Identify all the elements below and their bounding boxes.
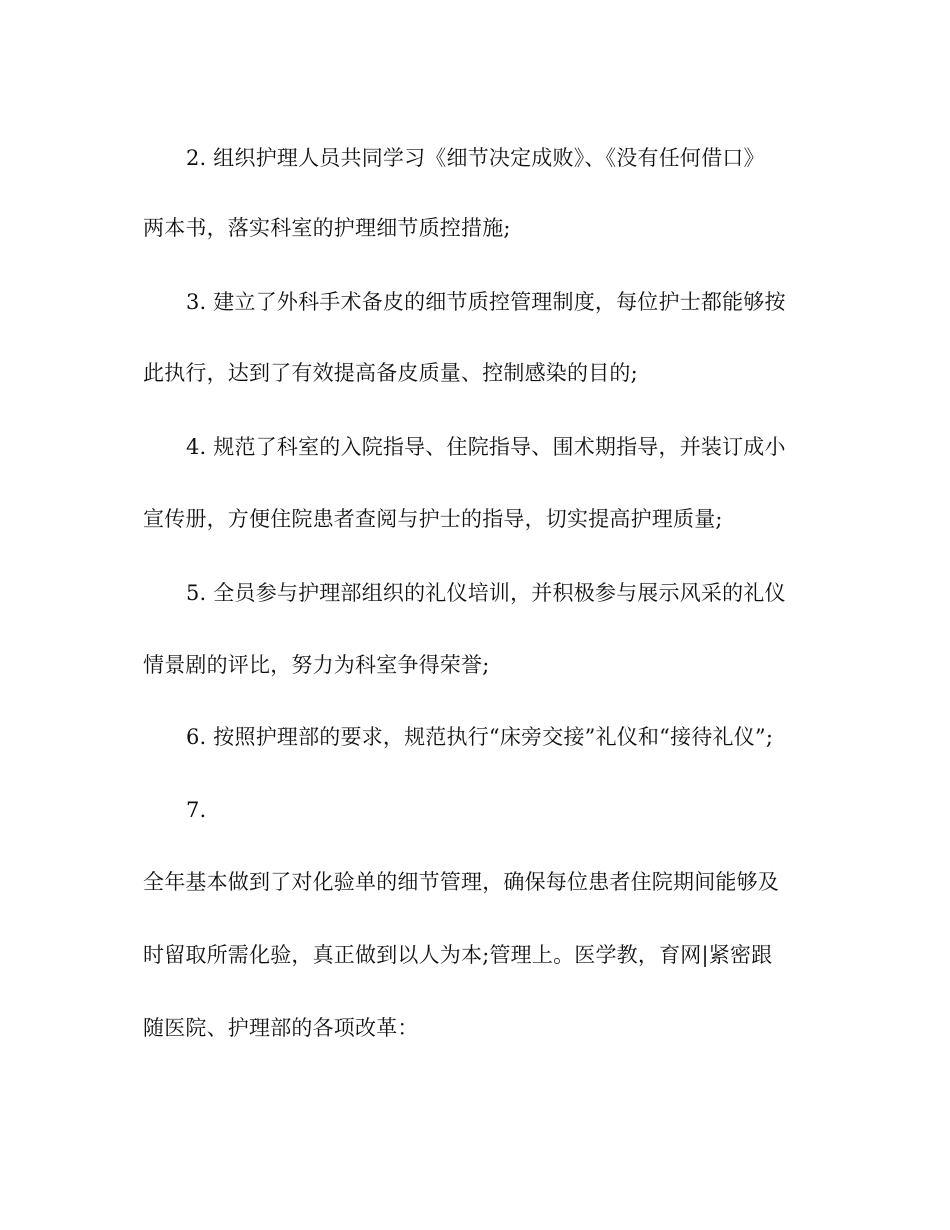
paragraph-5-line-1: 5. 全员参与护理部组织的礼仪培训，并积极参与展示风采的礼仪: [186, 581, 786, 605]
paragraph-4-line-2: 宣传册，方便住院患者查阅与护士的指导，切实提高护理质量;: [143, 507, 723, 531]
paragraph-2-line-2: 两本书，落实科室的护理细节质控措施;: [143, 216, 511, 240]
paragraph-4-line-1: 4. 规范了科室的入院指导、住院指导、围术期指导，并装订成小: [186, 435, 786, 459]
paragraph-5-line-2: 情景剧的评比，努力为科室争得荣誉;: [143, 653, 490, 677]
paragraph-7-line-1: 全年基本做到了对化验单的细节管理，确保每位患者住院期间能够及: [143, 870, 779, 894]
paragraph-7-line-3: 随医院、护理部的各项改革：: [143, 1016, 419, 1040]
paragraph-3-line-2: 此执行，达到了有效提高备皮质量、控制感染的目的;: [143, 361, 638, 385]
paragraph-3-line-1: 3. 建立了外科手术备皮的细节质控管理制度，每位护士都能够按: [186, 290, 786, 314]
paragraph-6-line-1: 6. 按照护理部的要求，规范执行“床旁交接”礼仪和“接待礼仪”;: [186, 725, 774, 749]
paragraph-2-line-1: 2. 组织护理人员共同学习《细节决定成败》、《没有任何借口》: [186, 146, 765, 170]
paragraph-7-line-2: 时留取所需化验，真正做到以人为本;管理上。医学教，育网|紧密跟: [143, 943, 773, 967]
paragraph-7-number: 7.: [186, 798, 207, 822]
